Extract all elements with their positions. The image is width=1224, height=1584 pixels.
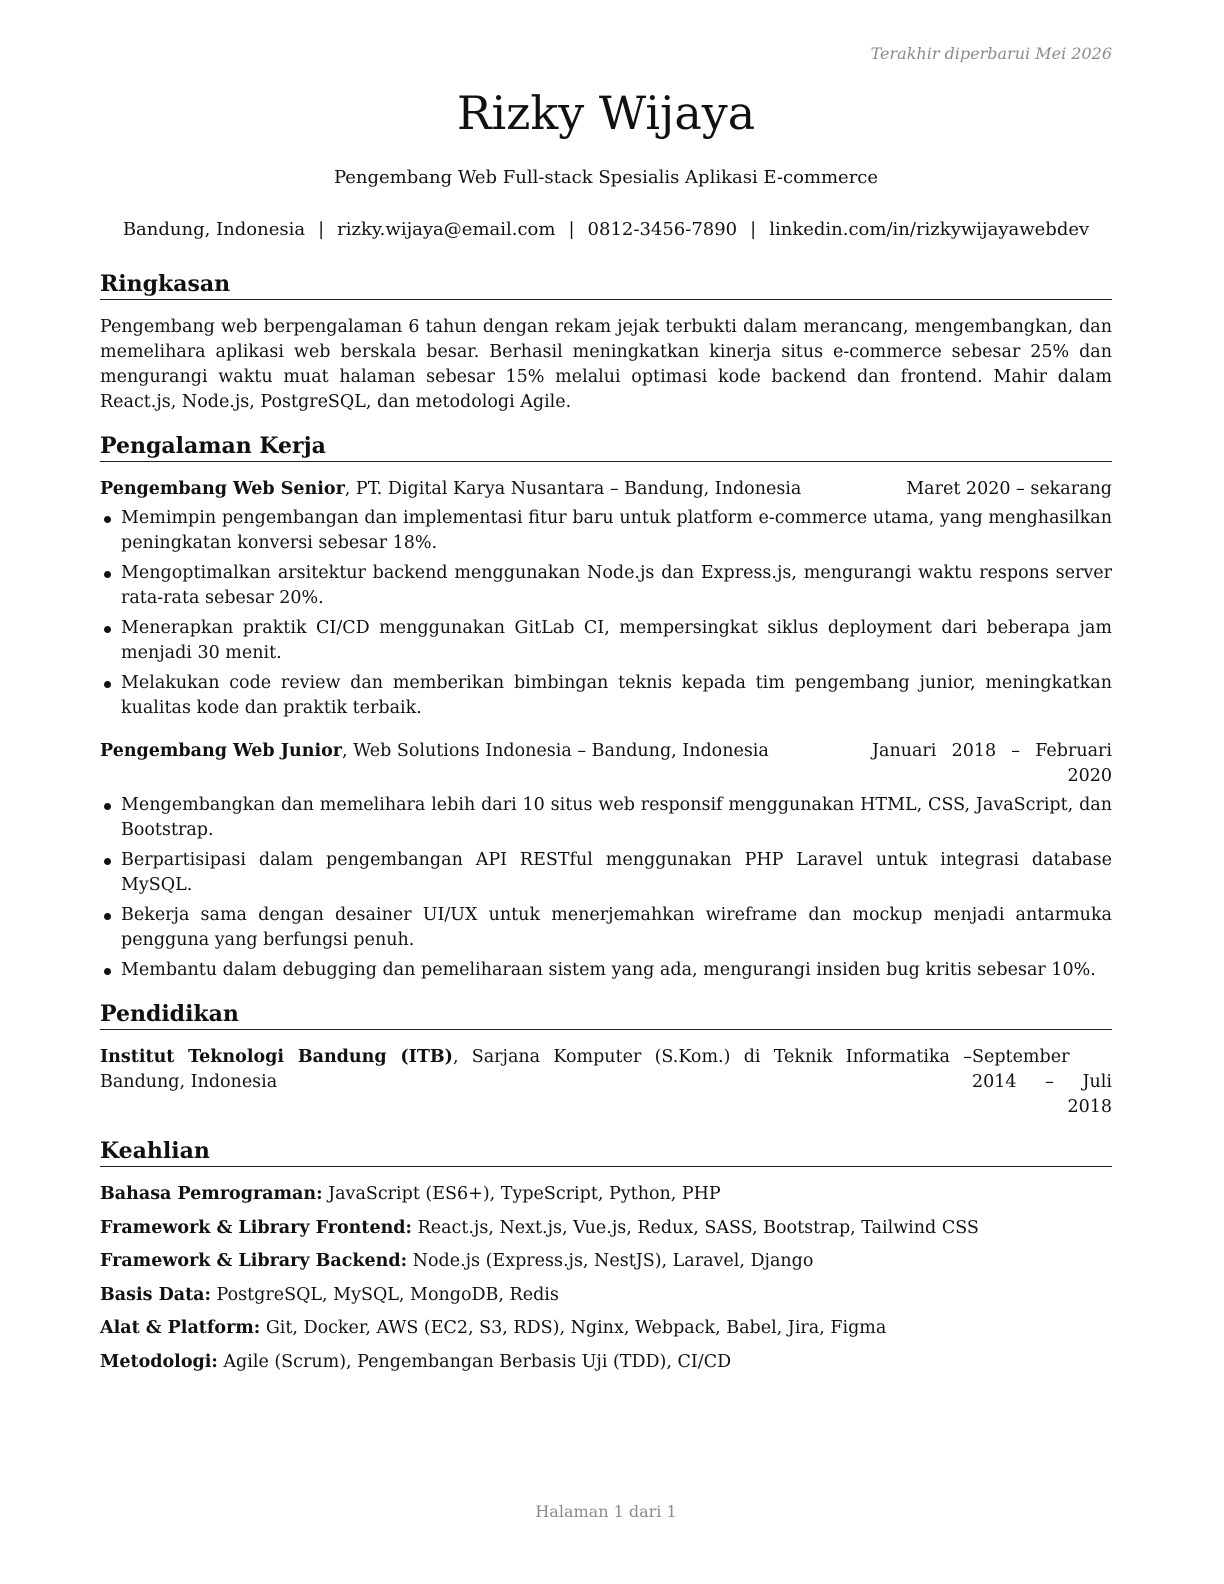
skill-label: Framework & Library Backend:	[100, 1251, 408, 1271]
job-role: Pengembang Web Senior	[100, 479, 345, 499]
education-section	[100, 1001, 1112, 1120]
section-title-skills: Keahlian	[100, 1138, 1112, 1167]
summary-section	[100, 271, 1112, 415]
job-bullet: Bekerja sama dengan desainer UI/UX untuk menerjemahkan wireframe dan mockup menjadi antarmuka pengguna yang berfungsi penuh.	[100, 903, 1112, 953]
job-bullet: Mengoptimalkan arsitektur backend menggunakan Node.js dan Express.js, mengurangi waktu respons server rata-rata sebesar 20%.	[100, 561, 1112, 611]
contact-line	[100, 219, 1112, 240]
section-title-education: Pendidikan	[100, 1001, 1112, 1030]
skill-label: Metodologi:	[100, 1351, 218, 1372]
job-bullet: Memimpin pengembangan dan implementasi fitur baru untuk platform e-commerce utama, yang menghasilkan peningkatan konversi sebesar 18%.	[100, 506, 1112, 556]
skill-value: Git, Docker, AWS (EC2, S3, RDS), Nginx, Webpack, Babel, Jira, Figma	[260, 1318, 887, 1338]
job-bullet: Menerapkan praktik CI/CD menggunakan GitLab CI, mempersingkat siklus deployment dari beberapa jam menjadi 30 menit.	[100, 616, 1112, 666]
job-bullet: Mengembangkan dan memelihara lebih dari 10 situs web responsif menggunakan HTML, CSS, JavaScript, dan Bootstrap.	[100, 793, 1112, 843]
candidate-name: Rizky Wijaya	[456, 86, 756, 140]
job-header	[100, 739, 1112, 789]
job-dates: Januari 2018 – Februari 2020	[872, 741, 1112, 786]
skill-row	[100, 1216, 1112, 1241]
job-entry	[100, 739, 1112, 983]
skill-label: Bahasa Pemrograman:	[100, 1184, 323, 1204]
job-entry	[100, 477, 1112, 721]
skill-label: Alat & Platform:	[100, 1318, 261, 1338]
page-number: Halaman 1 dari 1	[535, 1502, 677, 1521]
job-header	[100, 477, 1112, 502]
contact-separator: |	[318, 219, 325, 240]
section-title-summary: Ringkasan	[100, 271, 1112, 300]
experience-section	[100, 433, 1112, 983]
job-bullet: Berpartisipasi dalam pengembangan API RESTful menggunakan PHP Laravel untuk integrasi database MySQL.	[100, 848, 1112, 898]
skill-row	[100, 1182, 1112, 1207]
contact-linkedin[interactable]: linkedin.com/in/rizkywijayawebdev	[769, 219, 1090, 240]
skill-value: Node.js (Express.js, NestJS), Laravel, Django	[407, 1251, 814, 1271]
contact-email[interactable]: rizky.wijaya@email.com	[337, 219, 556, 240]
job-dates: Maret 2020 – sekarang	[906, 479, 1112, 499]
education-school: Institut Teknologi Bandung (ITB)	[100, 1047, 453, 1067]
job-role: Pengembang Web Junior	[100, 741, 343, 761]
skill-row	[100, 1249, 1112, 1274]
job-company: , PT. Digital Karya Nusantara – Bandung, Indonesia	[344, 479, 802, 499]
section-title-experience: Pengalaman Kerja	[100, 433, 1112, 462]
skill-label: Basis Data:	[100, 1284, 211, 1305]
job-bullet: Melakukan code review dan memberikan bimbingan teknis kepada tim pengembang junior, meningkatkan kualitas kode dan praktik terbaik.	[100, 671, 1112, 721]
contact-location: Bandung, Indonesia	[122, 219, 306, 240]
contact-phone: 0812-3456-7890	[587, 219, 738, 240]
skill-value: Agile (Scrum), Pengembangan Berbasis Uji (TDD), CI/CD	[217, 1351, 732, 1372]
education-entry	[100, 1045, 1112, 1120]
last-updated-note: Terakhir diperbarui Mei 2026	[870, 44, 1112, 63]
contact-separator: |	[568, 219, 575, 240]
skill-value: JavaScript (ES6+), TypeScript, Python, PHP	[322, 1184, 721, 1204]
job-company: , Web Solutions Indonesia – Bandung, Indonesia	[342, 741, 769, 761]
resume-page	[100, 0, 1112, 1584]
job-bullets	[100, 793, 1112, 983]
skill-label: Framework & Library Frontend:	[100, 1217, 412, 1238]
skill-value: PostgreSQL, MySQL, MongoDB, Redis	[210, 1284, 559, 1305]
resume-body	[100, 271, 1112, 1393]
job-bullet: Membantu dalam debugging dan pemeliharaan sistem yang ada, mengurangi insiden bug kritis sebesar 10%.	[100, 958, 1112, 983]
skill-row	[100, 1283, 1112, 1308]
skill-row	[100, 1350, 1112, 1375]
candidate-headline: Pengembang Web Full-stack Spesialis Aplikasi E-commerce	[333, 167, 879, 188]
education-degree: , Sarjana Komputer (S.Kom.) di Teknik Informatika – Bandung, Indonesia	[100, 1047, 972, 1092]
contact-separator: |	[750, 219, 757, 240]
summary-text: Pengembang web berpengalaman 6 tahun dengan rekam jejak terbukti dalam merancang, mengembangkan, dan memelihara aplikasi web berskala besar. Berhasil meningkatkan kinerja situs e-commerce sebesar 25% dan mengurangi waktu muat halaman sebesar 15% melalui optimasi kode backend dan frontend. Mahir dalam React.js, Node.js, PostgreSQL, dan metodologi Agile.	[100, 317, 1112, 412]
skills-section	[100, 1138, 1112, 1375]
skill-value: React.js, Next.js, Vue.js, Redux, SASS, Bootstrap, Tailwind CSS	[412, 1217, 979, 1238]
education-dates: September 2014 – Juli 2018	[972, 1047, 1112, 1117]
skill-row	[100, 1316, 1112, 1341]
job-bullets	[100, 506, 1112, 721]
